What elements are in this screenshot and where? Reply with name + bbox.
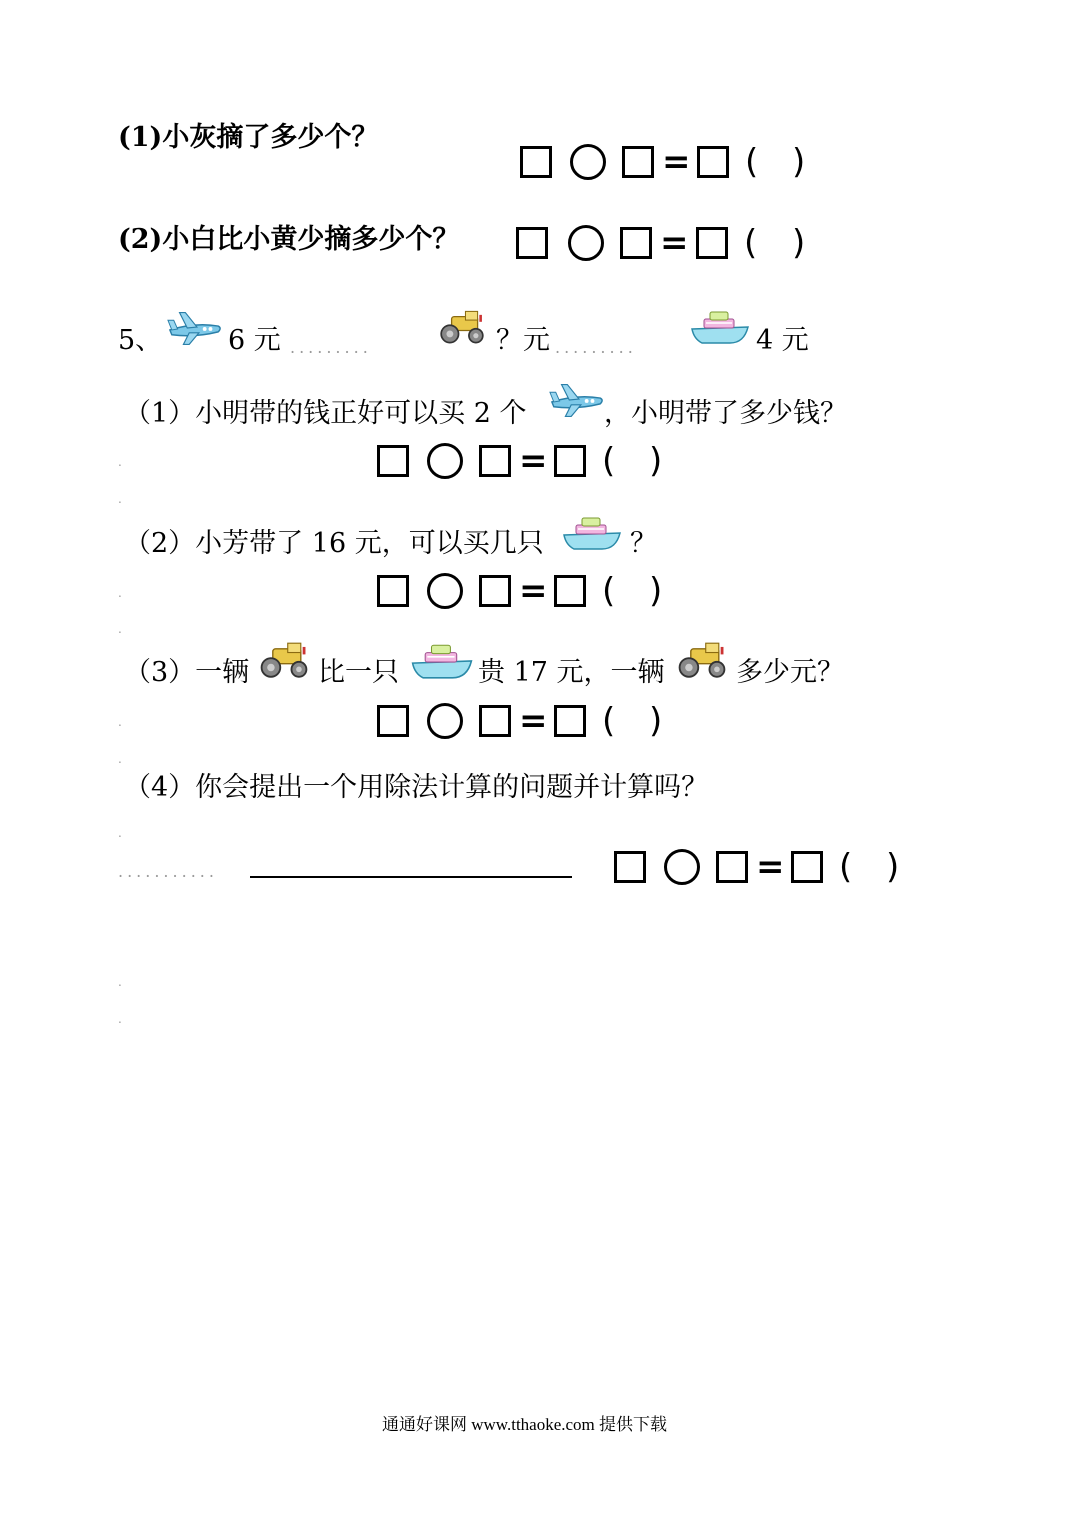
answer-box[interactable] xyxy=(479,575,511,607)
question-5-4: （4）你会提出一个用除法计算的问题并计算吗？ xyxy=(124,772,709,803)
boat-icon xyxy=(690,306,750,348)
equation-template xyxy=(614,846,914,888)
equation-template xyxy=(520,141,820,183)
question-5-2-start: （2）小芳带了 16 元，可以买几只 xyxy=(124,528,544,559)
answer-box[interactable] xyxy=(377,705,409,737)
paren-open: ( xyxy=(602,701,616,741)
margin-dot: . xyxy=(118,752,122,766)
section-5-number: 5、 xyxy=(118,325,163,356)
result-box[interactable] xyxy=(697,146,729,178)
paren-open: ( xyxy=(839,847,853,887)
question-4-2: (2)小白比小黄少摘多少个？ xyxy=(118,224,460,255)
operator-circle[interactable] xyxy=(664,849,700,885)
question-5-3-a: （3）一辆 xyxy=(124,657,250,688)
equals-sign: = xyxy=(662,142,691,182)
question-5-2-end: ？ xyxy=(630,528,657,559)
equals-sign: = xyxy=(519,441,548,481)
paren-close: ) xyxy=(649,701,663,741)
equation-template xyxy=(377,700,677,742)
operator-circle[interactable] xyxy=(568,225,604,261)
margin-dot: . xyxy=(118,455,122,469)
tractor-icon xyxy=(436,306,488,348)
margin-dot: . xyxy=(118,975,122,989)
answer-box[interactable] xyxy=(479,445,511,477)
paren-close: ) xyxy=(649,571,663,611)
tractor-icon xyxy=(256,638,312,682)
tractor-price: ？元 xyxy=(496,325,550,356)
margin-dot: . xyxy=(118,1012,122,1026)
equals-sign: = xyxy=(519,571,548,611)
dots-spacer: ......... xyxy=(555,338,637,357)
dots-spacer: ......... xyxy=(290,338,372,357)
result-box[interactable] xyxy=(554,575,586,607)
dots-spacer: ........... xyxy=(118,862,218,881)
result-box[interactable] xyxy=(554,445,586,477)
question-5-3-c: 贵 17 元，一辆 xyxy=(478,657,665,688)
paren-close: ) xyxy=(649,441,663,481)
question-5-1-end: ，小明带了多少钱？ xyxy=(604,398,847,429)
plane-price: 6 元 xyxy=(228,325,281,356)
footer-text: 通通好课网 www.tthaoke.com 提供下载 xyxy=(382,1415,668,1434)
question-5-3-b: 比一只 xyxy=(318,657,399,688)
answer-box[interactable] xyxy=(520,146,552,178)
equals-sign: = xyxy=(519,701,548,741)
answer-box[interactable] xyxy=(622,146,654,178)
question-5-3-d: 多少元？ xyxy=(736,657,844,688)
equation-template xyxy=(516,222,816,264)
equals-sign: = xyxy=(660,223,689,263)
result-box[interactable] xyxy=(554,705,586,737)
airplane-icon xyxy=(548,378,606,422)
equation-template xyxy=(377,570,677,612)
answer-box[interactable] xyxy=(377,445,409,477)
question-5-1-start: （1）小明带的钱正好可以买 2 个 xyxy=(124,398,527,429)
margin-dot: . xyxy=(118,492,122,506)
paren-open: ( xyxy=(602,571,616,611)
answer-box[interactable] xyxy=(716,851,748,883)
result-box[interactable] xyxy=(791,851,823,883)
paren-close: ) xyxy=(886,847,900,887)
answer-line[interactable] xyxy=(250,876,572,878)
boat-icon xyxy=(410,640,474,682)
operator-circle[interactable] xyxy=(570,144,606,180)
operator-circle[interactable] xyxy=(427,573,463,609)
tractor-icon xyxy=(674,638,730,682)
answer-box[interactable] xyxy=(614,851,646,883)
operator-circle[interactable] xyxy=(427,703,463,739)
airplane-icon xyxy=(166,306,224,350)
margin-dot: . xyxy=(118,622,122,636)
boat-price: 4 元 xyxy=(756,325,809,356)
equals-sign: = xyxy=(756,847,785,887)
operator-circle[interactable] xyxy=(427,443,463,479)
result-box[interactable] xyxy=(696,227,728,259)
equation-template xyxy=(377,440,677,482)
question-4-1: (1)小灰摘了多少个？ xyxy=(118,122,379,153)
paren-open: ( xyxy=(745,142,759,182)
paren-close: ) xyxy=(792,142,806,182)
answer-box[interactable] xyxy=(620,227,652,259)
answer-box[interactable] xyxy=(377,575,409,607)
paren-open: ( xyxy=(602,441,616,481)
boat-icon xyxy=(562,512,622,554)
margin-dot: . xyxy=(118,715,122,729)
paren-close: ) xyxy=(792,223,806,263)
paren-open: ( xyxy=(744,223,758,263)
margin-dot: . xyxy=(118,586,122,600)
margin-dot: . xyxy=(118,826,122,840)
answer-box[interactable] xyxy=(479,705,511,737)
answer-box[interactable] xyxy=(516,227,548,259)
